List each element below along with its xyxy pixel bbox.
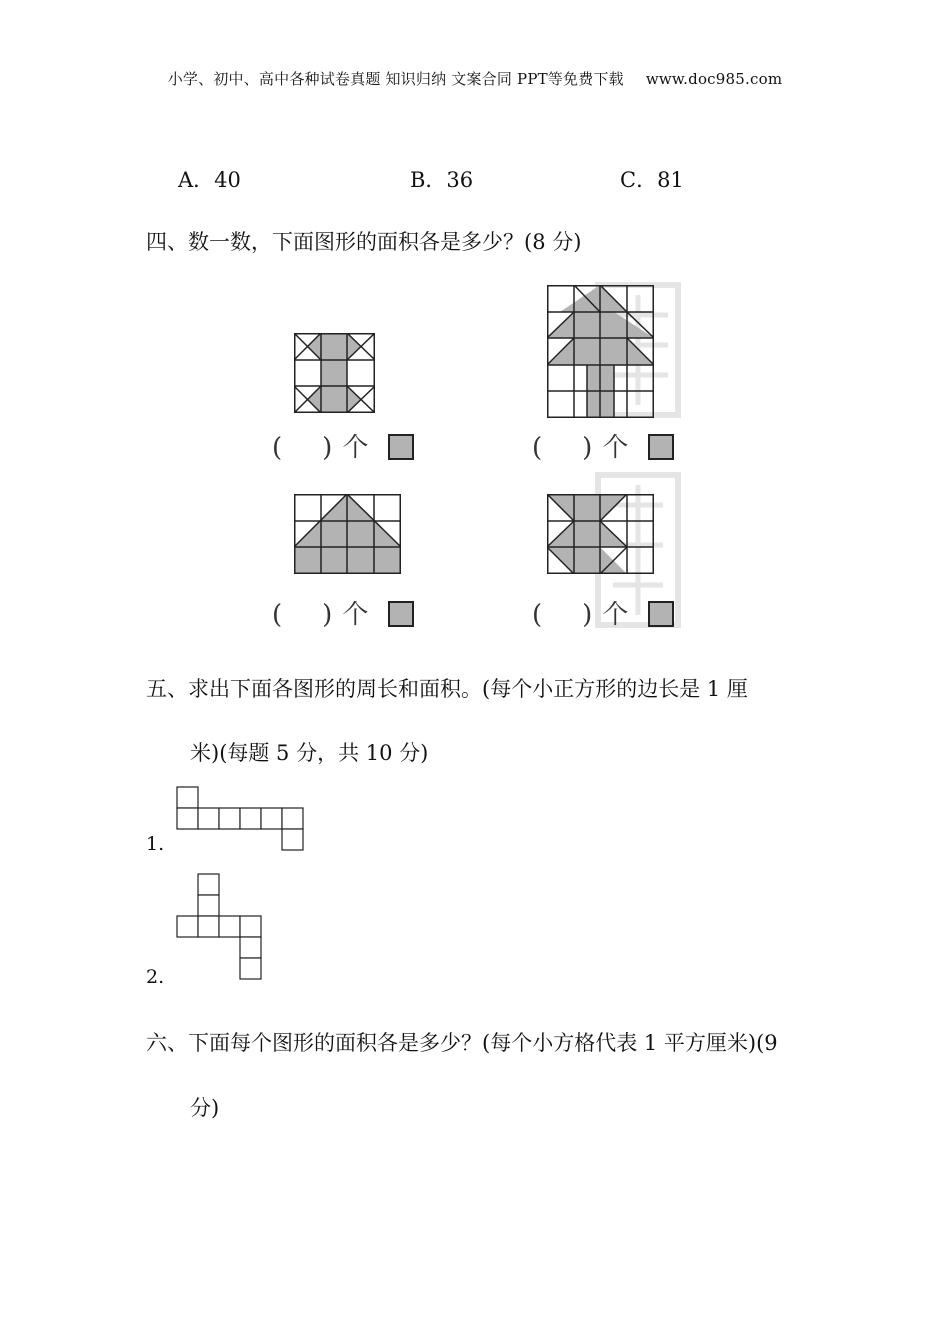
section6-title-line2: 分) bbox=[190, 1096, 220, 1120]
section4-title: 四、数一数，下面图形的面积各是多少？(8 分) bbox=[146, 230, 582, 254]
unit-square-icon bbox=[648, 434, 674, 460]
unit-label: 个 bbox=[342, 600, 369, 630]
answer-blank-1[interactable] bbox=[272, 427, 368, 464]
paren-close: ) bbox=[582, 433, 593, 463]
unit-label: 个 bbox=[602, 433, 629, 463]
area-figure-3 bbox=[294, 494, 401, 574]
unit-square-icon bbox=[388, 434, 414, 460]
option-a: A．40 bbox=[178, 168, 241, 192]
answer-blank-2[interactable] bbox=[532, 427, 628, 464]
section5-title-line1: 五、求出下面各图形的周长和面积。(每个小正方形的边长是 1 厘 bbox=[146, 677, 748, 701]
paren-open: ( bbox=[272, 433, 283, 463]
section6-title-line1: 六、下面每个图形的面积各是多少？(每个小方格代表 1 平方厘米)(9 bbox=[146, 1031, 778, 1055]
unit-square-icon bbox=[388, 601, 414, 627]
answer-blank-4[interactable] bbox=[532, 594, 628, 631]
header-text: 小学、初中、高中各种试卷真题 知识归纳 文案合同 PPT等免费下载 bbox=[167, 70, 624, 88]
unit-square-icon bbox=[648, 601, 674, 627]
option-b: B．36 bbox=[410, 168, 474, 192]
paren-open: ( bbox=[272, 600, 283, 630]
item-number-1: 1. bbox=[146, 833, 165, 855]
paren-close: ) bbox=[322, 600, 333, 630]
answer-blank-3[interactable] bbox=[272, 594, 368, 631]
section5-title-line2: 米)(每题 5 分，共 10 分) bbox=[190, 741, 429, 765]
paren-close: ) bbox=[582, 600, 593, 630]
area-figure-4 bbox=[547, 494, 654, 574]
area-figure-1 bbox=[294, 333, 375, 413]
area-figure-2 bbox=[547, 285, 654, 418]
option-c: C．81 bbox=[620, 168, 684, 192]
header-url: www.doc985.com bbox=[645, 70, 783, 88]
paren-close: ) bbox=[322, 433, 333, 463]
perimeter-figure-2 bbox=[176, 873, 266, 983]
page-header bbox=[0, 68, 950, 89]
paren-open: ( bbox=[532, 600, 543, 630]
item-number-2: 2. bbox=[146, 966, 165, 988]
perimeter-figure-1 bbox=[176, 786, 306, 854]
unit-label: 个 bbox=[602, 600, 629, 630]
unit-label: 个 bbox=[342, 433, 369, 463]
paren-open: ( bbox=[532, 433, 543, 463]
